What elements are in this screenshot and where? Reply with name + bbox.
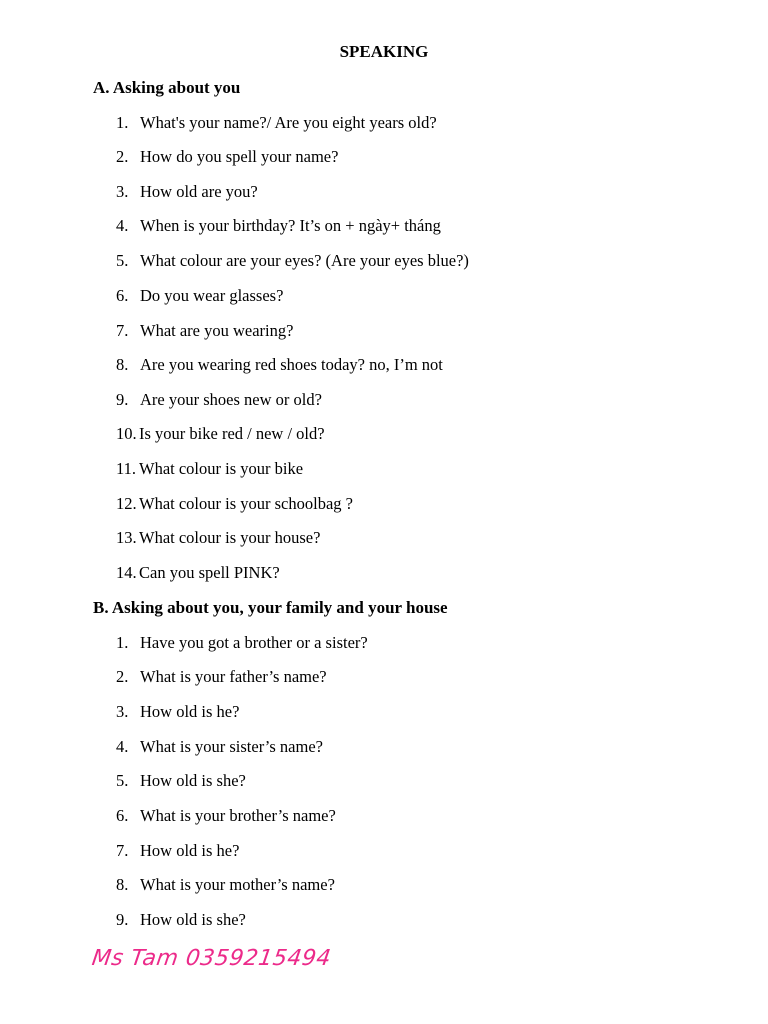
item-number: 6. <box>116 286 129 305</box>
item-number: 5. <box>116 771 129 790</box>
item-text: What is your father’s name? <box>140 667 327 686</box>
list-item <box>116 286 283 306</box>
item-text: What are you wearing? <box>140 321 294 340</box>
item-number: 8. <box>116 875 129 894</box>
section-a-heading: A. Asking about you <box>93 78 241 97</box>
list-item <box>116 216 441 236</box>
list-item <box>116 113 437 133</box>
item-text: Have you got a brother or a sister? <box>140 633 368 652</box>
list-item <box>116 528 320 548</box>
item-number: 2. <box>116 147 129 166</box>
list-item <box>116 147 338 167</box>
list-item <box>116 806 336 826</box>
list-item <box>116 702 239 722</box>
item-number: 13. <box>116 528 137 547</box>
list-item <box>116 390 322 410</box>
list-item <box>116 737 323 757</box>
item-number: 7. <box>116 841 129 860</box>
item-number: 2. <box>116 667 129 686</box>
list-item <box>116 563 280 583</box>
item-number: 14. <box>116 563 137 582</box>
item-number: 1. <box>116 113 129 132</box>
item-number: 7. <box>116 321 129 340</box>
item-text: How do you spell your name? <box>140 147 339 166</box>
section-b-heading: B. Asking about you, your family and your house <box>93 598 448 617</box>
item-text: How old is he? <box>140 841 240 860</box>
list-item <box>116 182 258 202</box>
item-text: How old is she? <box>140 771 246 790</box>
item-number: 3. <box>116 182 129 201</box>
item-text: What is your sister’s name? <box>140 737 323 756</box>
list-item <box>116 494 353 514</box>
item-text: Is your bike red / new / old? <box>139 424 325 443</box>
item-number: 4. <box>116 216 129 235</box>
item-text: What colour are your eyes? (Are your eyes blue?) <box>140 251 469 270</box>
item-number: 9. <box>116 910 129 929</box>
item-number: 3. <box>116 702 129 721</box>
list-item <box>116 875 335 895</box>
list-item <box>116 355 443 375</box>
item-text: What's your name?/ Are you eight years old? <box>140 113 437 132</box>
list-item <box>116 459 303 479</box>
item-number: 4. <box>116 737 129 756</box>
item-number: 9. <box>116 390 129 409</box>
item-number: 10. <box>116 424 137 443</box>
list-item <box>116 910 246 930</box>
item-text: What is your mother’s name? <box>140 875 335 894</box>
item-number: 11. <box>116 459 137 478</box>
item-number: 12. <box>116 494 137 513</box>
item-text: Are you wearing red shoes today? no, I’m not <box>140 355 443 374</box>
item-text: Are your shoes new or old? <box>140 390 322 409</box>
item-text: What colour is your schoolbag ? <box>139 494 353 513</box>
item-text: How old is he? <box>140 702 240 721</box>
list-item <box>116 633 368 653</box>
list-item <box>116 667 327 687</box>
item-text: When is your birthday? It’s on + ngày+ tháng <box>140 216 441 235</box>
item-number: 8. <box>116 355 129 374</box>
item-text: How old are you? <box>140 182 258 201</box>
list-item <box>116 424 325 444</box>
item-number: 1. <box>116 633 129 652</box>
item-text: Do you wear glasses? <box>140 286 284 305</box>
author-signature: Ms Tam 0359215494 <box>90 946 333 971</box>
item-text: What colour is your bike <box>139 459 304 478</box>
item-text: How old is she? <box>140 910 246 929</box>
item-number: 6. <box>116 806 129 825</box>
list-item <box>116 771 246 791</box>
list-item <box>116 321 293 341</box>
list-item <box>116 251 469 271</box>
list-item <box>116 841 239 861</box>
item-text: Can you spell PINK? <box>139 563 280 582</box>
item-text: What is your brother’s name? <box>140 806 336 825</box>
page-title: SPEAKING <box>339 42 429 61</box>
item-number: 5. <box>116 251 129 270</box>
item-text: What colour is your house? <box>139 528 321 547</box>
